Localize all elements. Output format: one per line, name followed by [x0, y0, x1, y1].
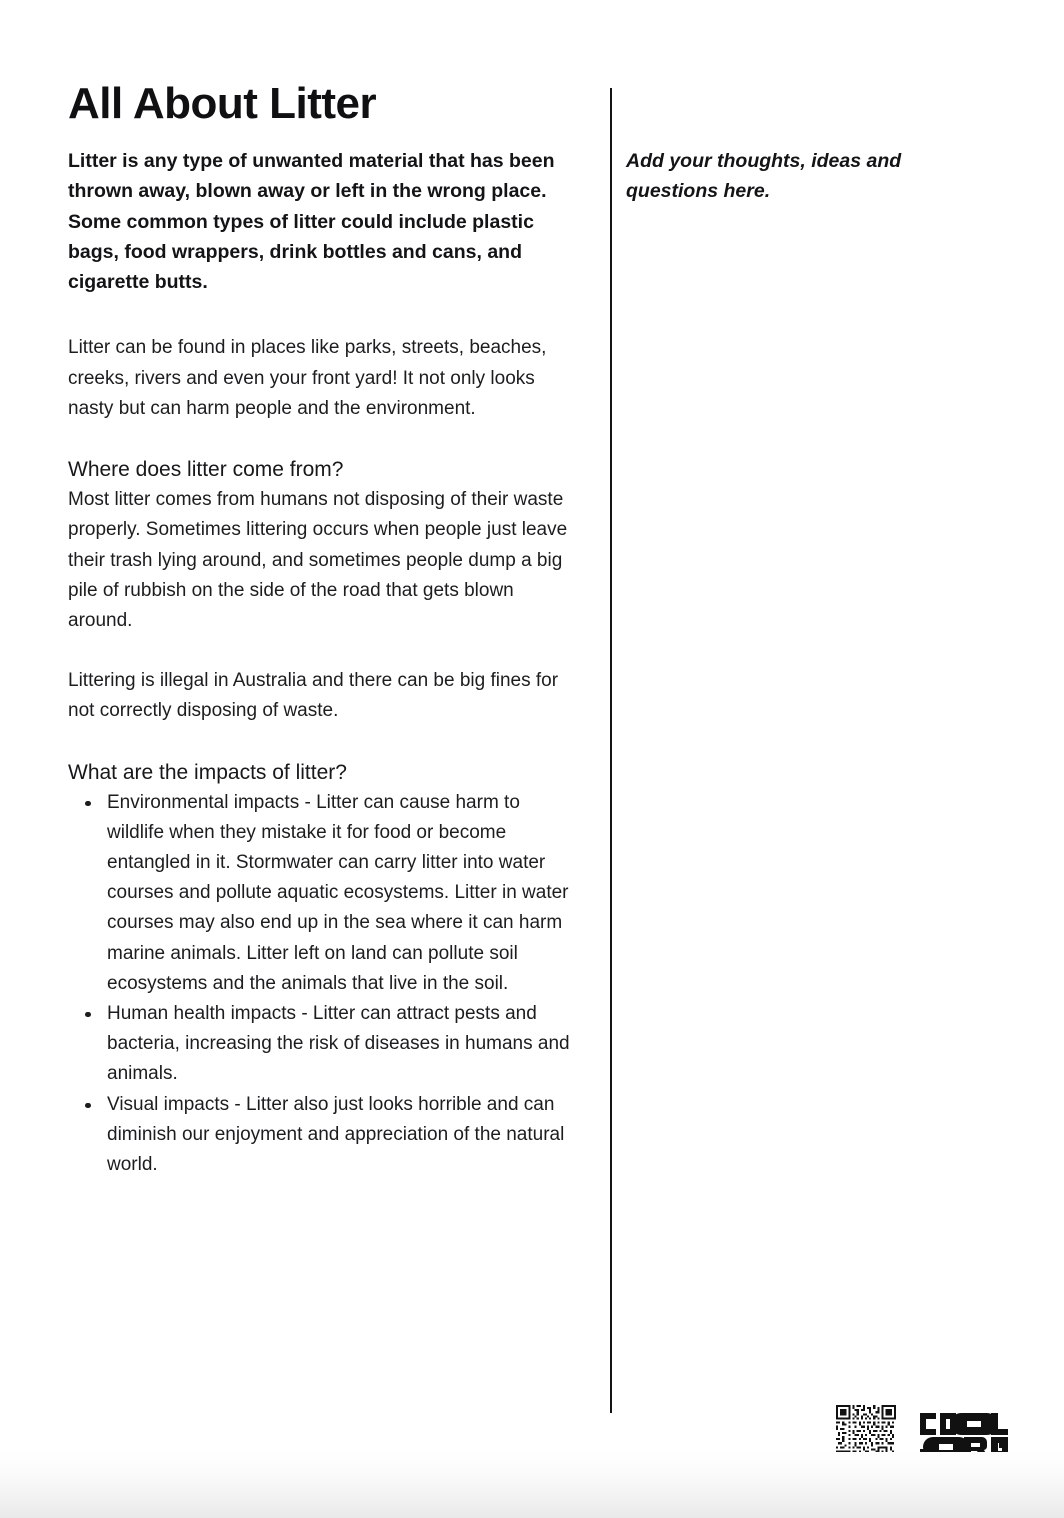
- section-heading-where-does-litter-come-from: Where does litter come from?: [68, 458, 344, 482]
- page-title: All About Litter: [68, 79, 377, 129]
- list-item: Visual impacts - Litter also just looks horrible and can diminish our enjoyment and appreciation of the natural world.: [68, 1090, 578, 1181]
- spacer: [68, 424, 578, 454]
- lead-paragraph: Litter is any type of unwanted material that has been thrown away, blown away or left in the wrong place. Some common types of litter could include plastic bags, food wrappers, drink bottles and cans, and cigarette butts.: [68, 150, 555, 294]
- column-divider: [610, 88, 612, 1413]
- footer-brand: [836, 1404, 1010, 1466]
- main-content-column: [68, 146, 578, 1180]
- paragraph-litter-locations: Litter can be found in places like parks, streets, beaches, creeks, rivers and even your front yard! It not only looks nasty but can harm people and the environment.: [68, 337, 547, 419]
- list-item: Environmental impacts - Litter can cause harm to wildlife when they mistake it for food or become entangled in it. Stormwater can carry litter into water courses and pollute aquatic ecosystems. Litter in water courses may also end up in the sea where it can harm marine animals. Litter left on land can pollute soil ecosystems and the animals that live in the soil.: [68, 788, 578, 999]
- impacts-list: [68, 788, 578, 1181]
- notes-column[interactable]: [626, 146, 996, 207]
- notes-prompt-text: Add your thoughts, ideas and questions here.: [626, 150, 902, 203]
- spacer: [68, 727, 578, 757]
- cool-org-logo-icon: [918, 1405, 1010, 1465]
- paragraph-litter-sources: Most litter comes from humans not disposing of their waste properly. Sometimes littering occurs when people just leave their trash lying around, and sometimes people dump a big pile of rubbish on the side of the road that gets blown around.: [68, 489, 568, 631]
- list-item: Human health impacts - Litter can attract pests and bacteria, increasing the risk of diseases in humans and animals.: [68, 999, 578, 1090]
- qr-code-icon: [836, 1404, 896, 1466]
- spacer: [68, 636, 578, 666]
- paragraph-litter-illegal: Littering is illegal in Australia and there can be big fines for not correctly disposing of waste.: [68, 670, 559, 722]
- spacer: [68, 297, 578, 333]
- section-heading-what-are-the-impacts-of-litter: What are the impacts of litter?: [68, 760, 347, 784]
